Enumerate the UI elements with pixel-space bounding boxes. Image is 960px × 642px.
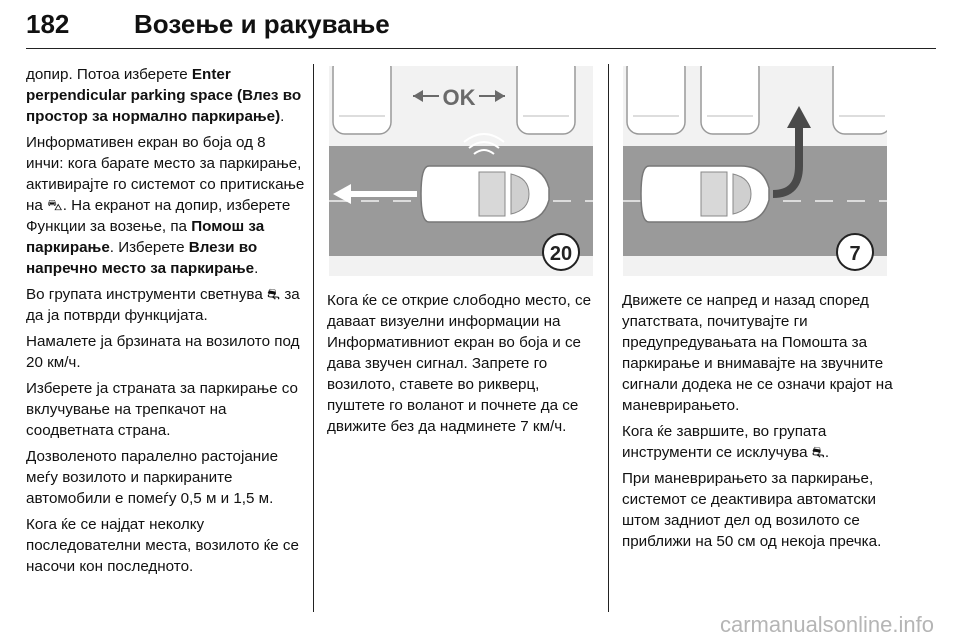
- page-title: Возење и ракување: [134, 9, 390, 39]
- parked-car: [701, 66, 759, 134]
- paragraph: Кога ќе завршите, во групата инструменти се исклучува ⛐.: [622, 423, 830, 461]
- column-divider: [313, 64, 314, 612]
- moving-car: [421, 166, 549, 222]
- paragraph: Информативен екран во боја од 8 инчи: кога барате место за паркирање, активирајте го системот со притискање на ⛍. На екранот на допир, изберете Функции за возење, па Помош за паркирање. Изберете Влези во напречно место за паркирање.: [26, 134, 305, 277]
- menu-option-label: Помош за паркирање: [26, 218, 265, 256]
- parked-car: [333, 66, 391, 134]
- moving-car: [641, 166, 769, 222]
- figure-badge: [543, 234, 579, 270]
- parking-assist-icon: ⛐: [811, 444, 825, 461]
- menu-option-label: Enter perpendicular parking space (Влез во простор за нормално паркирање): [26, 66, 302, 125]
- illustration-parking-maneuver: [623, 66, 887, 276]
- parked-car: [517, 66, 575, 134]
- paragraph: Кога ќе се открие слободно место, се даваат визуелни информации на Информативниот екран во боја и се дава звучен сигнал. Запрете го возилото, ставете во рикверц, пуштете го воланот и почнете да се движите без да надминете 7 км/ч.: [327, 292, 592, 435]
- page-header: [26, 6, 936, 46]
- parked-car: [627, 66, 685, 134]
- paragraph: При маневрирањето за паркирање, системот се деактивира автоматски штом задниот дел од возилото се приближи на 50 см од некоја пречка.: [622, 470, 882, 550]
- parking-assist-icon: ⛐: [266, 286, 281, 303]
- paragraph: Намалете ја брзината на возилото под 20 км/ч.: [26, 333, 300, 371]
- column-2: [327, 290, 597, 442]
- parked-car: [833, 66, 887, 134]
- vehicle-icon: ⛍: [47, 197, 63, 214]
- svg-text:7: 7: [849, 243, 861, 265]
- header-rule: [26, 48, 936, 49]
- illustration-parking-search: [329, 66, 593, 276]
- ok-sign-text: OK: [442, 85, 476, 110]
- paragraph: Движете се напред и назад според упатствата, почитувајте ги предупредувањата на Помошта за паркирање и внимавајте на звучните сигнали додека не се означи крајот на маневрирањето.: [622, 292, 893, 414]
- watermark: carmanualsonline.info: [719, 612, 934, 637]
- figure-badge: [837, 234, 873, 270]
- paragraph: допир. Потоа изберете Enter perpendicular parking space (Влез во простор за нормално паркирање).: [26, 66, 302, 125]
- svg-text:20: 20: [549, 243, 573, 265]
- paragraph: Кога ќе се најдат неколку последователни места, возилото ќе се насочи кон последното.: [26, 516, 299, 575]
- paragraph: Дозволеното паралелно растојание меѓу возилото и паркираните автомобили е помеѓу 0,5 м и 1,5 м.: [26, 448, 279, 507]
- paragraph: Изберете ја страната за паркирање со вклучување на трепкачот на соодветната страна.: [26, 380, 298, 439]
- column-1: [26, 64, 306, 582]
- paragraph: Во групата инструменти светнува ⛐ за да ја потврди функцијата.: [26, 286, 300, 324]
- column-3: [622, 290, 898, 557]
- menu-option-label: Влези во напречно место за паркирање: [26, 239, 258, 277]
- page-number: 182: [26, 9, 70, 39]
- column-divider: [608, 64, 609, 612]
